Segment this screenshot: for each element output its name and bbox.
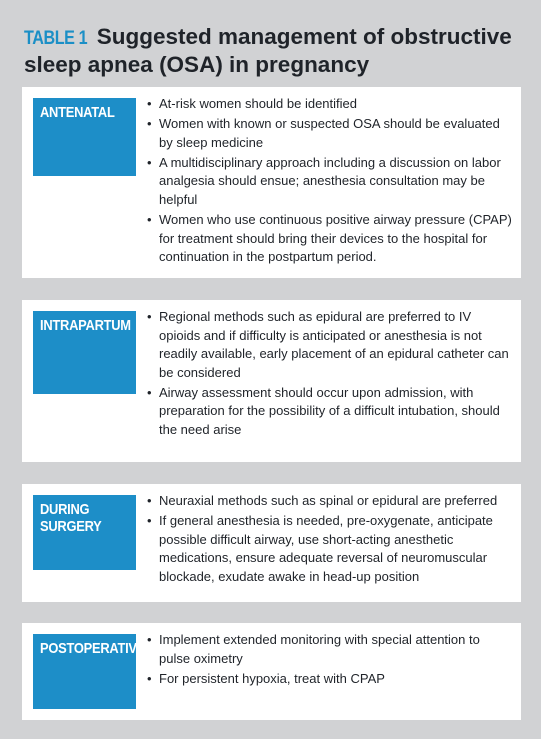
section-label: INTRAPARTUM (33, 311, 136, 394)
table-number: TABLE 1 (24, 28, 88, 49)
section-items (147, 492, 512, 588)
list-item: • Women who use continuous positive airway pressure (CPAP) for treatment should bring their devices to the hospital for continuation in the postpartum period. (147, 211, 512, 267)
list-item: • Implement extended monitoring with special attention to pulse oximetry (147, 631, 512, 668)
section-antenatal (22, 87, 521, 278)
section-label: DURING SURGERY (33, 495, 136, 570)
list-item: • For persistent hypoxia, treat with CPAP (147, 670, 512, 689)
section-during-surgery (22, 484, 521, 602)
section-label: ANTENATAL (33, 98, 136, 176)
section-items (147, 631, 512, 690)
list-item: • Neuraxial methods such as spinal or epidural are preferred (147, 492, 512, 511)
section-items (147, 308, 512, 441)
section-label: POSTOPERATIVE (33, 634, 136, 709)
table-title (24, 24, 524, 80)
list-item: • Airway assessment should occur upon admission, with preparation for the possibility of a difficult intubation, should the need arise (147, 384, 512, 440)
section-postoperative (22, 623, 521, 720)
list-item: • At-risk women should be identified (147, 95, 512, 114)
list-item: • If general anesthesia is needed, pre-oxygenate, anticipate possible difficult airway, use short-acting anesthetic medications, ensure adequate reversal of neuromuscular blockade, exudate awake in head-up position (147, 512, 512, 586)
list-item: • Regional methods such as epidural are preferred to IV opioids and if difficulty is anticipated or anesthesia is not readily available, early placement of an epidural catheter can be considered (147, 308, 512, 382)
section-intrapartum (22, 300, 521, 462)
section-items (147, 95, 512, 268)
list-item: • A multidisciplinary approach including a discussion on labor analgesia should ensue; anesthesia consultation may be helpful (147, 154, 512, 210)
table-title-text: Suggested management of obstructive sleep apnea (OSA) in pregnancy (24, 24, 512, 77)
list-item: • Women with known or suspected OSA should be evaluated by sleep medicine (147, 115, 512, 152)
